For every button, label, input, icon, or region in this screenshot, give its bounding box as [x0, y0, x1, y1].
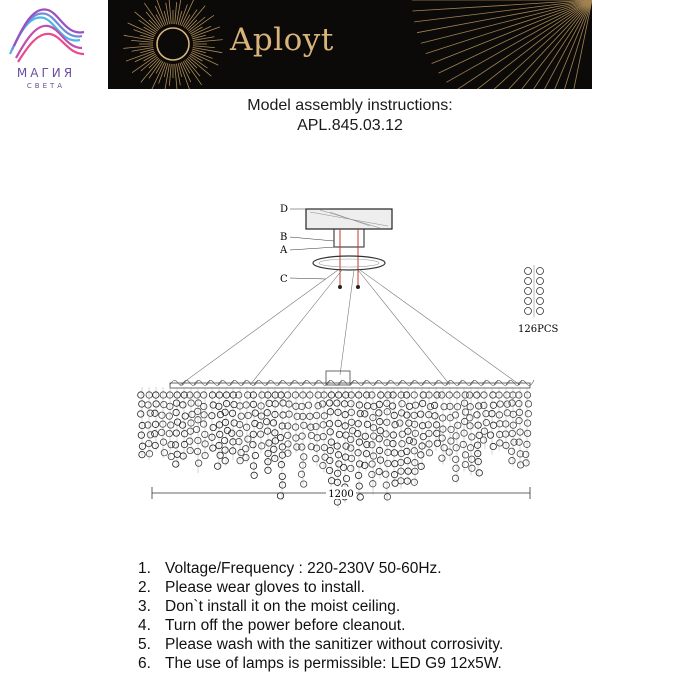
ceiling-disc [313, 256, 385, 270]
instruction-item: 2. Please wear gloves to install. [138, 579, 365, 596]
magiya-sveta-logo [4, 4, 88, 96]
brand-banner [108, 0, 592, 89]
wave-logo-icon [4, 4, 88, 66]
label-c: C [280, 274, 288, 285]
dimension-value: 1200 [328, 489, 354, 500]
crystal-part-icon [525, 265, 544, 317]
brand-name: Aployt [230, 22, 334, 58]
instruction-item: 3. Don`t install it on the moist ceiling. [138, 598, 401, 615]
instruction-item: 1. Voltage/Frequency : 220-230V 50-60Hz. [138, 560, 442, 577]
sunburst-icon [108, 0, 592, 89]
instruction-list [138, 559, 503, 673]
logo-word-sveta: СВЕТА [26, 82, 66, 90]
chandelier-drawing [130, 195, 570, 525]
label-b: B [280, 232, 288, 243]
model-number: APL.845.03.12 [297, 117, 403, 134]
logo-word-magiya: МАГИЯ [16, 66, 76, 80]
label-d: D [280, 204, 289, 215]
instruction-item: 6. The use of lamps is permissible: LED G9 12x5W. [138, 655, 502, 672]
instruction-item: 4. Turn off the power before cleanout. [138, 617, 406, 634]
parts-count: 126PCS [518, 324, 559, 335]
instruction-item: 5. Please wash with the sanitizer without corrosivity. [138, 636, 504, 653]
page-title: Model assembly instructions: [247, 97, 453, 114]
mounting-bracket [334, 229, 364, 247]
label-a: A [280, 245, 288, 256]
